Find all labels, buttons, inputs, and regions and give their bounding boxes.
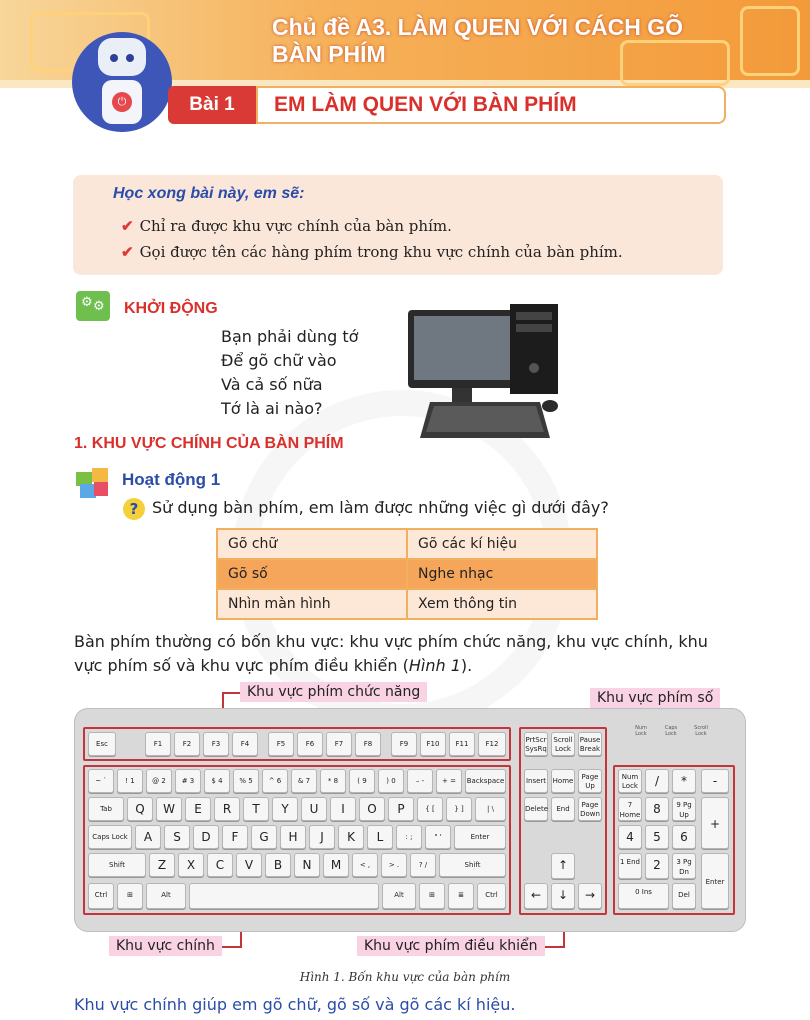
- gears-icon: ⚙ ⚙: [76, 291, 110, 321]
- key: -: [701, 769, 729, 793]
- banner-decoration: [740, 6, 800, 76]
- figure-caption: Hình 1. Bốn khu vực của bàn phím: [299, 970, 511, 984]
- key: * 8: [320, 769, 346, 793]
- key: F6: [297, 732, 323, 756]
- key: Scroll Lock: [551, 732, 575, 756]
- check-icon: ✔: [121, 217, 134, 235]
- table-cell: Gõ chữ: [217, 529, 407, 559]
- key: Enter: [454, 825, 506, 849]
- key: 6: [672, 825, 696, 849]
- key: ( 9: [349, 769, 375, 793]
- key: Pause Break: [578, 732, 602, 756]
- poem-line: Tớ là ai nào?: [221, 399, 323, 418]
- key: B: [265, 853, 291, 877]
- key: ? /: [410, 853, 436, 877]
- warmup-title: KHỞI ĐỘNG: [124, 300, 218, 317]
- summary-text: Khu vực chính giúp em gõ chữ, gõ số và gõ các kí hiệu.: [74, 995, 516, 1014]
- key: > .: [381, 853, 407, 877]
- goal-item: ✔ Gọi được tên các hàng phím trong khu vực chính của bàn phím.: [121, 243, 623, 261]
- key: " ': [425, 825, 451, 849]
- key: D: [193, 825, 219, 849]
- key: S: [164, 825, 190, 849]
- spacebar-key: [189, 883, 379, 909]
- key: L: [367, 825, 393, 849]
- poem-line: Bạn phải dùng tớ: [221, 327, 359, 346]
- key: 5: [645, 825, 669, 849]
- key: R: [214, 797, 240, 821]
- key: E: [185, 797, 211, 821]
- key: K: [338, 825, 364, 849]
- key: 9 Pg Up: [672, 797, 696, 821]
- key: F11: [449, 732, 475, 756]
- key: Insert: [524, 769, 548, 793]
- key: /: [645, 769, 669, 793]
- key: # 3: [175, 769, 201, 793]
- key: 2: [645, 853, 669, 879]
- key: T: [243, 797, 269, 821]
- keyboard-image: [74, 708, 746, 932]
- key: W: [156, 797, 182, 821]
- table-cell: Gõ số: [217, 559, 407, 589]
- key: H: [280, 825, 306, 849]
- key: F3: [203, 732, 229, 756]
- key: F4: [232, 732, 258, 756]
- table-row: [217, 589, 597, 619]
- poem-line: Và cả số nữa: [221, 375, 323, 394]
- key: Page Up: [578, 769, 602, 793]
- key: ⊞: [419, 883, 445, 909]
- key: +: [701, 797, 729, 849]
- topic-title: Chủ đề A3. LÀM QUEN VỚI CÁCH GÕ BÀN PHÍM: [272, 14, 684, 67]
- key: O: [359, 797, 385, 821]
- key: Tab: [88, 797, 124, 821]
- learning-goals-box: [73, 175, 723, 275]
- key: M: [323, 853, 349, 877]
- activity-title: Hoạt động 1: [122, 470, 221, 489]
- key: V: [236, 853, 262, 877]
- table-cell: Xem thông tin: [407, 589, 597, 619]
- goals-heading: Học xong bài này, em sẽ:: [113, 185, 305, 202]
- indicator-label: Caps Lock: [664, 725, 678, 737]
- label-main-area: Khu vực chính: [109, 936, 222, 956]
- key: Ctrl: [88, 883, 114, 909]
- key: | \: [475, 797, 506, 821]
- key: Shift: [88, 853, 146, 877]
- key: + =: [436, 769, 462, 793]
- keyboard-areas-paragraph: Bàn phím thường có bốn khu vực: khu vực phím chức năng, khu vực chính, khu vực phím số và khu vực phím điều khiển (Hình 1).: [74, 632, 708, 675]
- key: Page Down: [578, 797, 602, 821]
- key: F10: [420, 732, 446, 756]
- indicator-label: Scroll Lock: [694, 725, 708, 737]
- key: I: [330, 797, 356, 821]
- key: < ,: [352, 853, 378, 877]
- key: Shift: [439, 853, 506, 877]
- key: F8: [355, 732, 381, 756]
- computer-illustration: [400, 298, 570, 448]
- key: X: [178, 853, 204, 877]
- table-cell: Nhìn màn hình: [217, 589, 407, 619]
- key: Home: [551, 769, 575, 793]
- key: Ctrl: [477, 883, 506, 909]
- poem-line: Để gõ chữ vào: [221, 351, 337, 370]
- key: 7 Home: [618, 797, 642, 821]
- puzzle-icon: [74, 466, 112, 500]
- lesson-title: EM LÀM QUEN VỚI BÀN PHÍM: [256, 86, 726, 124]
- key: 1 End: [618, 853, 642, 879]
- key: A: [135, 825, 161, 849]
- key: Alt: [382, 883, 416, 909]
- key: U: [301, 797, 327, 821]
- key: F1: [145, 732, 171, 756]
- key: Z: [149, 853, 175, 877]
- robot-mascot-icon: ⏻: [72, 32, 172, 132]
- key: – -: [407, 769, 433, 793]
- section-title: 1. KHU VỰC CHÍNH CỦA BÀN PHÍM: [74, 435, 344, 452]
- indicator-label: Num Lock: [635, 725, 647, 737]
- key: Delete: [524, 797, 548, 821]
- key: ≣: [448, 883, 474, 909]
- key: F2: [174, 732, 200, 756]
- key: ~ `: [88, 769, 114, 793]
- arrow-down-key: ↓: [551, 883, 575, 909]
- key: Enter: [701, 853, 729, 909]
- label-control-area: Khu vực phím điều khiển: [357, 936, 545, 956]
- goal-item: ✔ Chỉ ra được khu vực chính của bàn phím.: [121, 217, 452, 235]
- key: F7: [326, 732, 352, 756]
- key: Esc: [88, 732, 116, 756]
- table-row: [217, 559, 597, 589]
- key: P: [388, 797, 414, 821]
- arrow-up-key: ↑: [551, 853, 575, 879]
- key: { [: [417, 797, 443, 821]
- key: Y: [272, 797, 298, 821]
- label-function-area: Khu vực phím chức năng: [240, 682, 427, 702]
- key: N: [294, 853, 320, 877]
- key: ! 1: [117, 769, 143, 793]
- key: End: [551, 797, 575, 821]
- key: & 7: [291, 769, 317, 793]
- key: % 5: [233, 769, 259, 793]
- key: : ;: [396, 825, 422, 849]
- key: F12: [478, 732, 506, 756]
- key: 3 Pg Dn: [672, 853, 696, 879]
- key: } ]: [446, 797, 472, 821]
- key: Q: [127, 797, 153, 821]
- key: Num Lock: [618, 769, 642, 793]
- key: 4: [618, 825, 642, 849]
- activity-question: Sử dụng bàn phím, em làm được những việc gì dưới đây?: [152, 498, 609, 517]
- key: PrtScr SysRq: [524, 732, 548, 756]
- key: @ 2: [146, 769, 172, 793]
- arrow-right-key: →: [578, 883, 602, 909]
- key: ⊞: [117, 883, 143, 909]
- key: Del: [672, 883, 696, 909]
- key: F: [222, 825, 248, 849]
- key: $ 4: [204, 769, 230, 793]
- key: 0 Ins: [618, 883, 669, 909]
- key: *: [672, 769, 696, 793]
- key: F5: [268, 732, 294, 756]
- key: J: [309, 825, 335, 849]
- check-icon: ✔: [121, 243, 134, 261]
- activity-table: [216, 528, 598, 620]
- key: 8: [645, 797, 669, 821]
- lesson-number: Bài 1: [168, 86, 256, 124]
- table-cell: Gõ các kí hiệu: [407, 529, 597, 559]
- key: G: [251, 825, 277, 849]
- table-row: [217, 529, 597, 559]
- table-cell: Nghe nhạc: [407, 559, 597, 589]
- arrow-left-key: ←: [524, 883, 548, 909]
- key: ) 0: [378, 769, 404, 793]
- key: Backspace: [465, 769, 506, 793]
- label-numpad-area: Khu vực phím số: [590, 688, 720, 708]
- key: Alt: [146, 883, 186, 909]
- key: C: [207, 853, 233, 877]
- key: ^ 6: [262, 769, 288, 793]
- question-icon: ?: [123, 498, 145, 520]
- key: F9: [391, 732, 417, 756]
- key: Caps Lock: [88, 825, 132, 849]
